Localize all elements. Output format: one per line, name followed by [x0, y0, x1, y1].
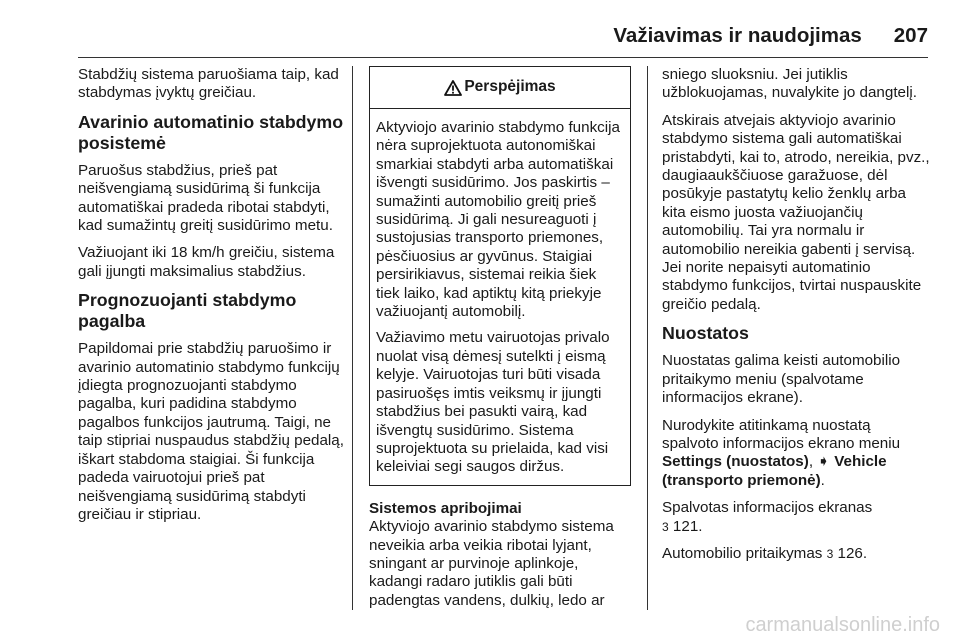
reference-paragraph: Spalvotas informacijos ekranas 3 121. [662, 499, 873, 535]
warning-box [369, 66, 631, 486]
warning-header [370, 67, 630, 109]
section-heading: Avarinio automatinio stabdymo posistemė [78, 111, 344, 153]
watermark: carmanualsonline.info [745, 614, 940, 636]
column-divider [352, 66, 353, 610]
settings-path-paragraph: Nurodykite atitinkamą nuostatą spalvoto informacijos ekrano meniu Settings (nuostatos), ➧ Vehicle (transporto priemonė). [662, 416, 901, 489]
paragraph: Aktyviojo avarinio stabdymo funkcija nėra suprojektuota autonomiškai smarkiai stabdyti arba automatiškai išvengti susidūrimo. Jos paskirtis – sumažinti automobilio greitį prieš susidūrimą. Ji gali nesureaguoti į sustojusias transporto priemones, pėsčiuosius ar gyvūnus. Staigiai persirikiavus, sistemai reikia šiek tiek laiko, kad aptiktų kitą priekyje važiuojantį automobilį. [376, 119, 620, 321]
paragraph: Aktyviojo avarinio stabdymo sistema neveikia arba veikia ribotai lyjant, sningant ar purvinoje aplinkoje, kadangi radaro jutiklis gali būti padengtas vandens, dulkių, ledo ar [369, 518, 614, 609]
column-middle [369, 66, 631, 619]
paragraph: Papildomai prie stabdžių paruošimo ir avarinio automatinio stabdymo funkcijų įdiegta prognozuojanti stabdymo pagalba, kuri padidina stabdymo pagalbos funkcijos jautrumą. Taigi, ne taip stipriai nuspaudus stabdžių pedalą, iškart stabdoma staigiai. Ši funkcija padeda vairuotojui prieš pat neišvengiamą susidūrimą stabdyti greičiau ir stipriau. [78, 340, 344, 523]
warning-triangle-icon [444, 80, 462, 96]
page-reference: 121. [672, 517, 703, 535]
paragraph: Paruošus stabdžius, prieš pat neišvengiamą susidūrimą ši funkcija automatiškai pradeda ribotai stabdyti, kad sumažintų greitį susidūrimo metu. [78, 161, 333, 235]
paragraph: sniego sluoksniu. Jei jutiklis užblokuojamas, nuvalykite jo dangtelį. [662, 66, 917, 102]
subsection-heading: Sistemos apribojimai [369, 499, 522, 517]
section-heading: Prognozuojanti stabdymo pagalba [78, 290, 297, 332]
intro-paragraph: Stabdžių sistema paruošiama taip, kad stabdymas įvyktų greičiau. [78, 66, 339, 102]
paragraph: Važiavimo metu vairuotojas privalo nuolat visą dėmesį sutelkti į eismą kelyje. Vairuotojas turi būti visada pasiruošęs imtis veiksmų ir įjungti stabdžius bei pasukti vairą, kad išvengtų susidūrimo. Sistema suprojektuota su prielaida, kad visi keleiviai segi saugos diržus. [376, 329, 610, 476]
page-reference: 126. [837, 544, 868, 562]
page-number: 207 [893, 24, 928, 47]
menu-item-settings: Settings (nuostatos) [662, 453, 809, 471]
section-heading: Nuostatos [662, 323, 749, 344]
paragraph: Važiuojant iki 18 km/h greičiu, sistema gali įjungti maksimalius stabdžius. [78, 244, 335, 280]
page-reference-icon: 3 [662, 519, 669, 534]
menu-item-vehicle: Vehicle (transporto priemonė) [662, 453, 887, 489]
column-divider [647, 66, 648, 610]
page-header [78, 24, 928, 58]
paragraph: Nuostatas galima keisti automobilio pritaikymo meniu (spalvotame informacijos ekrane). [662, 352, 901, 407]
arrow-right-icon: ➧ [817, 453, 830, 471]
warning-title: Perspėjimas [464, 78, 556, 96]
column-right [662, 66, 930, 572]
warning-body [370, 109, 630, 485]
reference-paragraph: Automobilio pritaikymas 3 126. [662, 544, 868, 562]
page-reference-icon: 3 [826, 546, 834, 561]
header-title: Važiavimas ir naudojimas [613, 24, 862, 47]
column-left [78, 66, 344, 533]
paragraph: Atskirais atvejais aktyviojo avarinio stabdymo sistema gali automatiškai pristabdyti, kai to, atrodo, nereikia, pvz., daugiaaukščiuose garažuose, dėl posūkyje pastatytų kelio ženklų arba kita eismo juosta važiuojančių automobilių. Tai yra normalu ir automobilio nereikia gabenti į servisą. Jei norite nepaisyti automatinio stabdymo funkcijos, tvirtai nuspauskite greičio pedalą. [662, 111, 930, 313]
